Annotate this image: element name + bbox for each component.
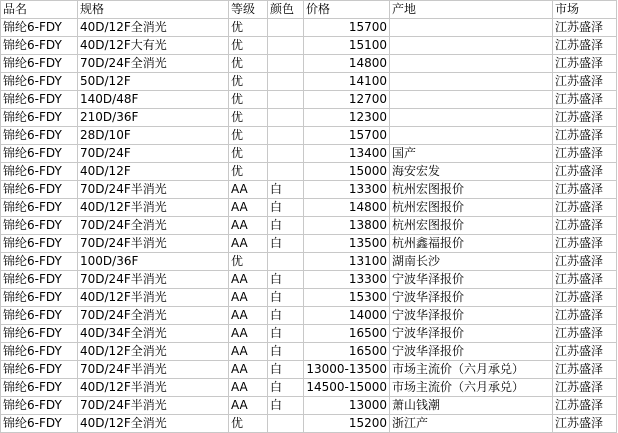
cell-product-name[interactable]: 锦纶6-FDY	[1, 19, 78, 37]
table-row	[1, 325, 617, 343]
cell-product-name[interactable]: 锦纶6-FDY	[1, 163, 78, 181]
cell-product-name[interactable]: 锦纶6-FDY	[1, 325, 78, 343]
cell-market[interactable]: 江苏盛泽	[553, 19, 617, 37]
cell-product-name[interactable]: 锦纶6-FDY	[1, 307, 78, 325]
table-row	[1, 289, 617, 307]
cell-product-name[interactable]: 锦纶6-FDY	[1, 379, 78, 397]
cell-grade[interactable]: 优	[229, 73, 268, 91]
cell-price[interactable]: 13500	[304, 235, 390, 253]
cell-grade[interactable]: AA	[229, 289, 268, 307]
cell-origin[interactable]: 市场主流价（六月承兑）	[390, 361, 553, 379]
cell-origin[interactable]: 浙江产	[390, 415, 553, 433]
cell-grade[interactable]: AA	[229, 361, 268, 379]
cell-color[interactable]	[268, 37, 304, 55]
cell-price[interactable]: 15200	[304, 415, 390, 433]
cell-spec[interactable]: 70D/24F全消光	[78, 55, 229, 73]
cell-origin[interactable]: 宁波华泽报价	[390, 289, 553, 307]
cell-color[interactable]: 白	[268, 235, 304, 253]
cell-price[interactable]: 14100	[304, 73, 390, 91]
header-grade[interactable]: 等级	[229, 1, 268, 19]
table-row	[1, 73, 617, 91]
cell-grade[interactable]: AA	[229, 325, 268, 343]
cell-origin[interactable]	[390, 37, 553, 55]
cell-product-name[interactable]: 锦纶6-FDY	[1, 415, 78, 433]
cell-spec[interactable]: 40D/12F全消光	[78, 343, 229, 361]
table-row	[1, 55, 617, 73]
cell-grade[interactable]: AA	[229, 379, 268, 397]
cell-color[interactable]	[268, 127, 304, 145]
cell-market[interactable]: 江苏盛泽	[553, 181, 617, 199]
cell-product-name[interactable]: 锦纶6-FDY	[1, 235, 78, 253]
cell-spec[interactable]: 28D/10F	[78, 127, 229, 145]
cell-color[interactable]: 白	[268, 397, 304, 415]
cell-market[interactable]: 江苏盛泽	[553, 73, 617, 91]
cell-origin[interactable]	[390, 91, 553, 109]
cell-product-name[interactable]: 锦纶6-FDY	[1, 343, 78, 361]
cell-price[interactable]: 12300	[304, 109, 390, 127]
cell-spec[interactable]: 50D/12F	[78, 73, 229, 91]
cell-color[interactable]: 白	[268, 199, 304, 217]
cell-color[interactable]	[268, 73, 304, 91]
cell-price[interactable]: 13100	[304, 253, 390, 271]
header-row	[1, 1, 617, 19]
header-product-name[interactable]: 品名	[1, 1, 78, 19]
header-color[interactable]: 颜色	[268, 1, 304, 19]
cell-grade[interactable]: AA	[229, 181, 268, 199]
cell-origin[interactable]: 市场主流价（六月承兑）	[390, 379, 553, 397]
cell-market[interactable]: 江苏盛泽	[553, 289, 617, 307]
cell-color[interactable]	[268, 253, 304, 271]
cell-grade[interactable]: 优	[229, 127, 268, 145]
cell-product-name[interactable]: 锦纶6-FDY	[1, 397, 78, 415]
cell-price[interactable]: 14500-15000	[304, 379, 390, 397]
cell-spec[interactable]: 70D/24F半消光	[78, 181, 229, 199]
cell-product-name[interactable]: 锦纶6-FDY	[1, 37, 78, 55]
cell-market[interactable]: 江苏盛泽	[553, 343, 617, 361]
cell-grade[interactable]: AA	[229, 235, 268, 253]
cell-market[interactable]: 江苏盛泽	[553, 109, 617, 127]
cell-origin[interactable]	[390, 109, 553, 127]
cell-grade[interactable]: AA	[229, 199, 268, 217]
cell-color[interactable]	[268, 91, 304, 109]
cell-price[interactable]: 15000	[304, 163, 390, 181]
cell-spec[interactable]: 70D/24F	[78, 145, 229, 163]
table-row	[1, 37, 617, 55]
table-row	[1, 235, 617, 253]
table-row	[1, 127, 617, 145]
cell-price[interactable]: 15300	[304, 289, 390, 307]
cell-origin[interactable]	[390, 55, 553, 73]
cell-spec[interactable]: 40D/12F大有光	[78, 37, 229, 55]
cell-price[interactable]: 15700	[304, 19, 390, 37]
cell-origin[interactable]: 海安宏发	[390, 163, 553, 181]
cell-color[interactable]: 白	[268, 307, 304, 325]
cell-grade[interactable]: 优	[229, 109, 268, 127]
cell-spec[interactable]: 40D/12F全消光	[78, 415, 229, 433]
table-row	[1, 91, 617, 109]
cell-price[interactable]: 13000-13500	[304, 361, 390, 379]
header-market[interactable]: 市场	[553, 1, 617, 19]
cell-market[interactable]: 江苏盛泽	[553, 361, 617, 379]
cell-grade[interactable]: 优	[229, 145, 268, 163]
cell-spec[interactable]: 100D/36F	[78, 253, 229, 271]
cell-product-name[interactable]: 锦纶6-FDY	[1, 199, 78, 217]
cell-origin[interactable]: 宁波华泽报价	[390, 307, 553, 325]
cell-market[interactable]: 江苏盛泽	[553, 37, 617, 55]
cell-product-name[interactable]: 锦纶6-FDY	[1, 289, 78, 307]
cell-price[interactable]: 16500	[304, 325, 390, 343]
cell-grade[interactable]: 优	[229, 253, 268, 271]
cell-price[interactable]: 13300	[304, 271, 390, 289]
cell-market[interactable]: 江苏盛泽	[553, 325, 617, 343]
cell-spec[interactable]: 70D/24F全消光	[78, 307, 229, 325]
cell-market[interactable]: 江苏盛泽	[553, 145, 617, 163]
cell-grade[interactable]: AA	[229, 397, 268, 415]
header-price[interactable]: 价格	[304, 1, 390, 19]
cell-price[interactable]: 13000	[304, 397, 390, 415]
cell-market[interactable]: 江苏盛泽	[553, 379, 617, 397]
cell-market[interactable]: 江苏盛泽	[553, 415, 617, 433]
cell-origin[interactable]: 宁波华泽报价	[390, 325, 553, 343]
cell-color[interactable]: 白	[268, 361, 304, 379]
cell-origin[interactable]	[390, 127, 553, 145]
header-spec[interactable]: 规格	[78, 1, 229, 19]
table-row	[1, 307, 617, 325]
cell-product-name[interactable]: 锦纶6-FDY	[1, 253, 78, 271]
cell-origin[interactable]	[390, 73, 553, 91]
cell-spec[interactable]: 40D/12F全消光	[78, 19, 229, 37]
cell-market[interactable]: 江苏盛泽	[553, 253, 617, 271]
cell-price[interactable]: 13400	[304, 145, 390, 163]
cell-spec[interactable]: 70D/24F半消光	[78, 271, 229, 289]
cell-spec[interactable]: 40D/12F半消光	[78, 289, 229, 307]
cell-product-name[interactable]: 锦纶6-FDY	[1, 91, 78, 109]
cell-origin[interactable]: 杭州宏图报价	[390, 181, 553, 199]
cell-grade[interactable]: AA	[229, 307, 268, 325]
cell-product-name[interactable]: 锦纶6-FDY	[1, 73, 78, 91]
cell-color[interactable]	[268, 19, 304, 37]
table-row	[1, 361, 617, 379]
cell-product-name[interactable]: 锦纶6-FDY	[1, 181, 78, 199]
cell-grade[interactable]: 优	[229, 163, 268, 181]
cell-color[interactable]: 白	[268, 289, 304, 307]
cell-color[interactable]: 白	[268, 217, 304, 235]
cell-spec[interactable]: 70D/24F全消光	[78, 217, 229, 235]
cell-color[interactable]	[268, 109, 304, 127]
table-row	[1, 253, 617, 271]
cell-market[interactable]: 江苏盛泽	[553, 127, 617, 145]
cell-price[interactable]: 15700	[304, 127, 390, 145]
cell-price[interactable]: 16500	[304, 343, 390, 361]
cell-grade[interactable]: 优	[229, 415, 268, 433]
table-row	[1, 397, 617, 415]
cell-color[interactable]: 白	[268, 271, 304, 289]
table-row	[1, 217, 617, 235]
cell-product-name[interactable]: 锦纶6-FDY	[1, 109, 78, 127]
cell-grade[interactable]: 优	[229, 37, 268, 55]
table-row	[1, 271, 617, 289]
cell-color[interactable]: 白	[268, 325, 304, 343]
cell-spec[interactable]: 40D/34F全消光	[78, 325, 229, 343]
cell-color[interactable]	[268, 145, 304, 163]
cell-spec[interactable]: 40D/12F	[78, 163, 229, 181]
cell-grade[interactable]: 优	[229, 19, 268, 37]
cell-price[interactable]: 12700	[304, 91, 390, 109]
cell-origin[interactable]: 萧山钱潮	[390, 397, 553, 415]
cell-price[interactable]: 14000	[304, 307, 390, 325]
cell-origin[interactable]	[390, 19, 553, 37]
cell-color[interactable]	[268, 55, 304, 73]
cell-origin[interactable]: 宁波华泽报价	[390, 271, 553, 289]
cell-price[interactable]: 13300	[304, 181, 390, 199]
cell-color[interactable]: 白	[268, 379, 304, 397]
cell-grade[interactable]: AA	[229, 271, 268, 289]
cell-spec[interactable]: 40D/12F半消光	[78, 199, 229, 217]
cell-product-name[interactable]: 锦纶6-FDY	[1, 361, 78, 379]
cell-price[interactable]: 13800	[304, 217, 390, 235]
cell-grade[interactable]: 优	[229, 55, 268, 73]
cell-spec[interactable]: 40D/12F半消光	[78, 379, 229, 397]
cell-market[interactable]: 江苏盛泽	[553, 271, 617, 289]
cell-spec[interactable]: 70D/24F半消光	[78, 361, 229, 379]
cell-product-name[interactable]: 锦纶6-FDY	[1, 271, 78, 289]
cell-color[interactable]	[268, 415, 304, 433]
cell-origin[interactable]: 杭州宏图报价	[390, 217, 553, 235]
cell-spec[interactable]: 70D/24F半消光	[78, 235, 229, 253]
table-row	[1, 199, 617, 217]
cell-market[interactable]: 江苏盛泽	[553, 235, 617, 253]
cell-spec[interactable]: 70D/24F半消光	[78, 397, 229, 415]
cell-spec[interactable]: 210D/36F	[78, 109, 229, 127]
cell-origin[interactable]: 杭州鑫福报价	[390, 235, 553, 253]
table-row	[1, 19, 617, 37]
cell-market[interactable]: 江苏盛泽	[553, 307, 617, 325]
cell-product-name[interactable]: 锦纶6-FDY	[1, 55, 78, 73]
table-row	[1, 145, 617, 163]
cell-market[interactable]: 江苏盛泽	[553, 397, 617, 415]
cell-product-name[interactable]: 锦纶6-FDY	[1, 217, 78, 235]
table-row	[1, 109, 617, 127]
cell-product-name[interactable]: 锦纶6-FDY	[1, 127, 78, 145]
cell-price[interactable]: 15100	[304, 37, 390, 55]
cell-color[interactable]: 白	[268, 343, 304, 361]
cell-spec[interactable]: 140D/48F	[78, 91, 229, 109]
cell-price[interactable]: 14800	[304, 199, 390, 217]
cell-market[interactable]: 江苏盛泽	[553, 199, 617, 217]
cell-origin[interactable]: 杭州宏图报价	[390, 199, 553, 217]
cell-origin[interactable]: 湖南长沙	[390, 253, 553, 271]
cell-color[interactable]	[268, 163, 304, 181]
cell-market[interactable]: 江苏盛泽	[553, 91, 617, 109]
cell-market[interactable]: 江苏盛泽	[553, 55, 617, 73]
table-row	[1, 379, 617, 397]
cell-product-name[interactable]: 锦纶6-FDY	[1, 145, 78, 163]
table-row	[1, 181, 617, 199]
cell-grade[interactable]: AA	[229, 217, 268, 235]
cell-market[interactable]: 江苏盛泽	[553, 217, 617, 235]
cell-color[interactable]: 白	[268, 181, 304, 199]
cell-market[interactable]: 江苏盛泽	[553, 163, 617, 181]
cell-grade[interactable]: AA	[229, 343, 268, 361]
table-row	[1, 343, 617, 361]
cell-origin[interactable]: 国产	[390, 145, 553, 163]
cell-grade[interactable]: 优	[229, 91, 268, 109]
cell-price[interactable]: 14800	[304, 55, 390, 73]
header-origin[interactable]: 产地	[390, 1, 553, 19]
table-row	[1, 415, 617, 433]
cell-origin[interactable]: 宁波华泽报价	[390, 343, 553, 361]
table-row	[1, 163, 617, 181]
